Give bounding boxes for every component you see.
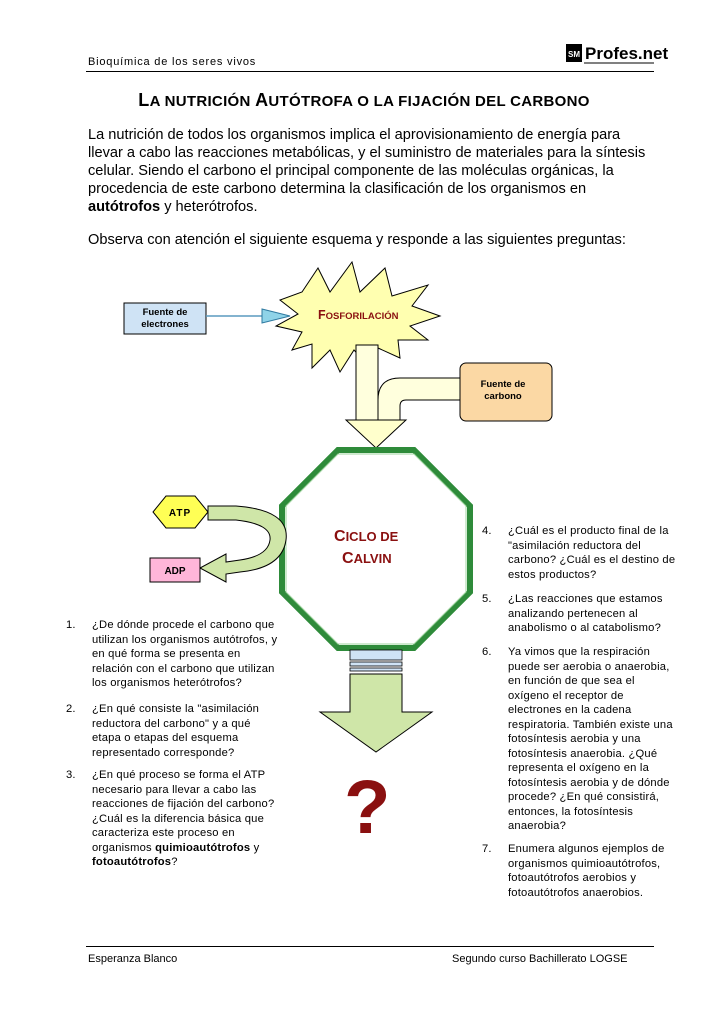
page-title: LA NUTRICIÓN AUTÓTROFA O LA FIJACIÓN DEL CARBONO xyxy=(138,90,590,110)
question-mark: ? xyxy=(344,765,391,850)
intro-paragraph: La nutrición de todos los organismos implica el aprovisionamiento de energía para llevar a cabo las reacciones metabólicas, y el suministro de materiales para la síntesis celular. Siendo el carbono el principal componente de las moléculas orgánicas, la procedencia de este carbono determina la clasificación de los organismos en autótrofos y heterótrofos. xyxy=(88,127,646,215)
carbon-elbow-pipe xyxy=(378,378,460,420)
svg-text:carbono: carbono xyxy=(484,391,522,402)
header-subject: Bioquímica de los seres vivos xyxy=(88,56,257,68)
carbon-source-label: Fuente de xyxy=(480,379,526,390)
phosphorylation-label: FOSFORILACIÓN xyxy=(318,308,399,322)
footer-course: Segundo curso Bachillerato LOGSE xyxy=(452,953,628,965)
svg-text:Profes.net: Profes.net xyxy=(585,44,669,63)
svg-text:electrones: electrones xyxy=(141,319,189,330)
atp-label: ATP xyxy=(168,508,192,519)
bold-term: autótrofos xyxy=(88,199,161,215)
atp-adp-curve-arrow xyxy=(200,506,286,582)
footer-author: Esperanza Blanco xyxy=(88,953,178,965)
instruction-text: Observa con atención el siguiente esquema y responde a las siguientes preguntas: xyxy=(88,232,626,248)
adp-label: ADP xyxy=(164,566,186,577)
output-pipe-top xyxy=(350,650,402,660)
calvin-cycle-label: CICLO DE CALVIN xyxy=(334,528,399,567)
input-arrow xyxy=(346,420,406,448)
output-arrow xyxy=(320,674,432,752)
footer-divider xyxy=(86,946,654,947)
svg-text:SM: SM xyxy=(568,50,580,59)
electron-source-label: Fuente de xyxy=(142,307,188,318)
phosphorylation-pipe xyxy=(356,345,378,420)
